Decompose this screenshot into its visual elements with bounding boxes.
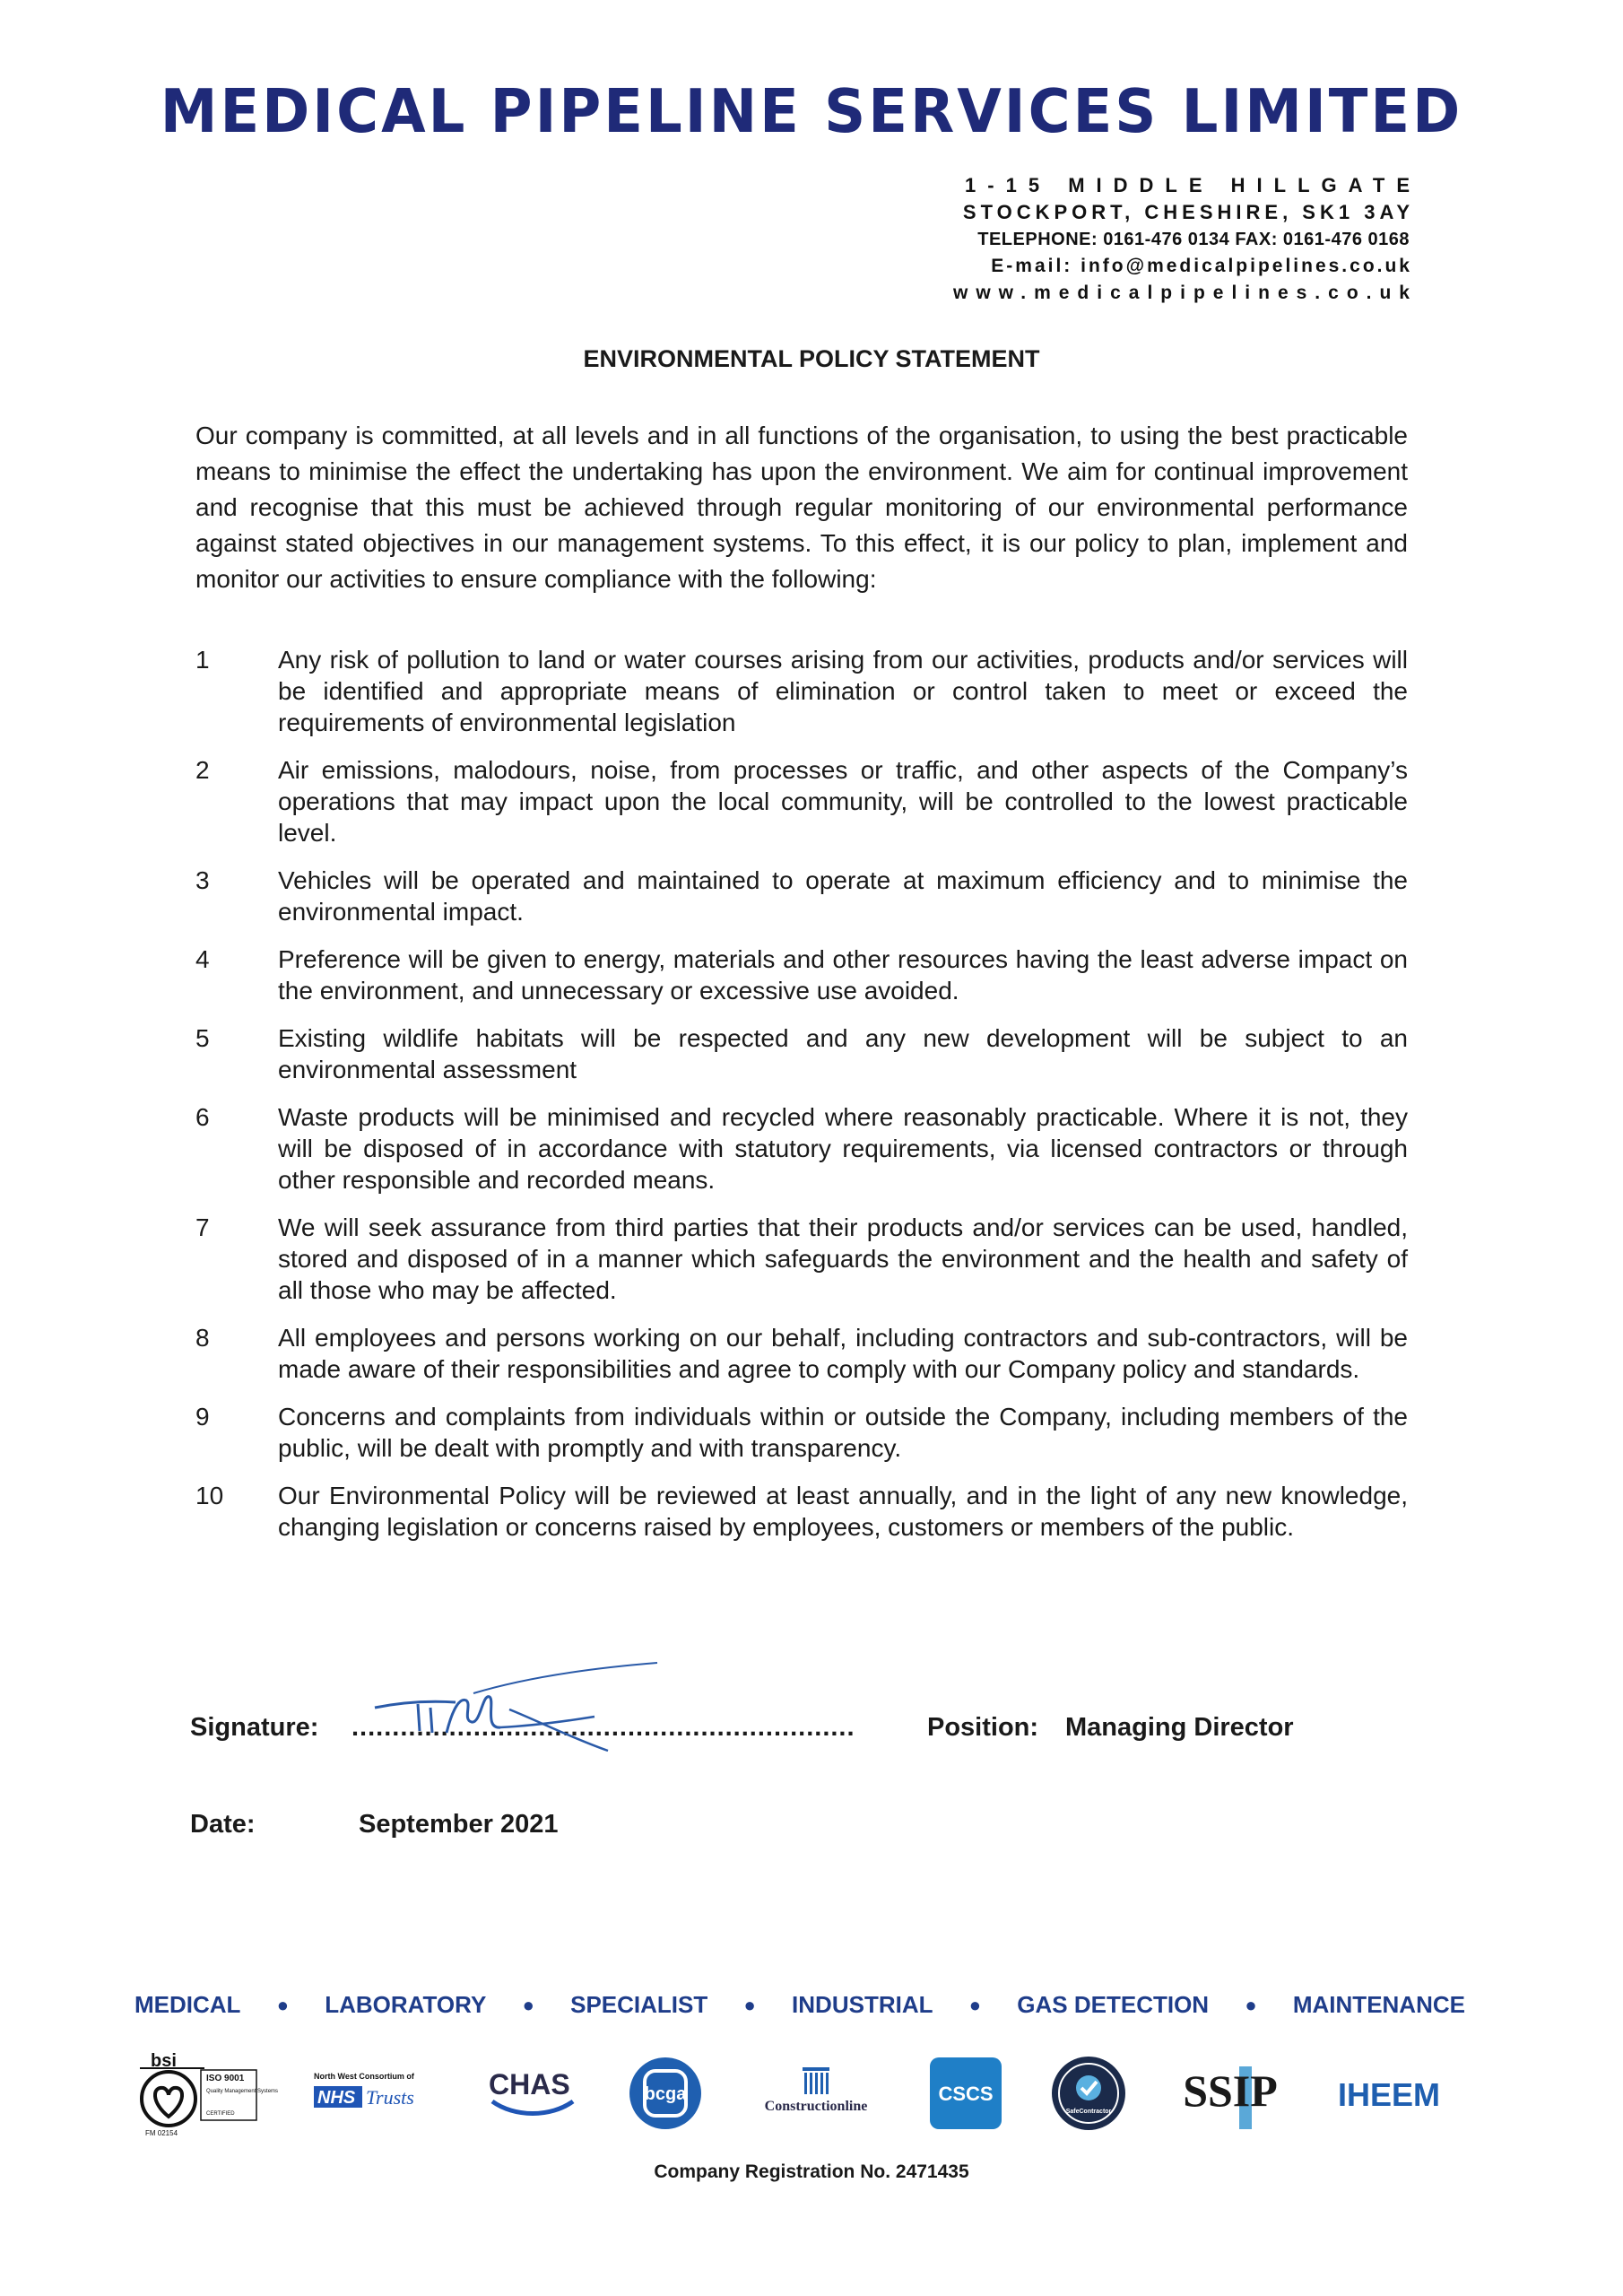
service-laboratory: LABORATORY bbox=[325, 1991, 487, 2018]
policy-item-number: 5 bbox=[195, 1024, 210, 1052]
trusts-logo-text: Trusts bbox=[366, 2086, 415, 2109]
service-specialist: SPECIALIST bbox=[570, 1991, 708, 2018]
services-strip bbox=[135, 1991, 1465, 2019]
chas-logo bbox=[483, 2062, 582, 2125]
constructionline-logo bbox=[749, 2062, 883, 2125]
service-maintenance: MAINTENANCE bbox=[1292, 1991, 1465, 2018]
cscs-logo bbox=[928, 2056, 1003, 2131]
cscs-logo-text: CSCS bbox=[938, 2083, 994, 2105]
policy-item-number: 9 bbox=[195, 1403, 210, 1431]
policy-item bbox=[195, 865, 1408, 927]
policy-item-number: 2 bbox=[195, 756, 210, 784]
policy-item-number: 4 bbox=[195, 945, 210, 973]
policy-item-text: Air emissions, malodours, noise, from processes or traffic, and other aspects of the Company’s operations that may impact upon the local community, will be controlled to the lowest practicable level. bbox=[278, 756, 1408, 847]
policy-item-number: 1 bbox=[195, 646, 210, 674]
safecontractor-logo-text: SafeContractor bbox=[1065, 2109, 1111, 2115]
date-label: Date: bbox=[190, 1810, 256, 1839]
signature-line: .............................................................. bbox=[352, 1713, 855, 1742]
policy-item-number: 3 bbox=[195, 866, 210, 894]
policy-item-text: Vehicles will be operated and maintained to operate at maximum efficiency and to minimise the environmental impact. bbox=[278, 866, 1408, 926]
bcga-logo bbox=[627, 2055, 704, 2132]
policy-item-text: Existing wildlife habitats will be respected and any new development will be subject to an environmental assessment bbox=[278, 1024, 1408, 1083]
safecontractor-logo bbox=[1049, 2054, 1128, 2133]
policy-item bbox=[195, 1101, 1408, 1196]
service-medical: MEDICAL bbox=[135, 1991, 241, 2018]
position-label: Position: bbox=[927, 1713, 1039, 1742]
policy-item-text: All employees and persons working on our behalf, including contractors and sub-contractors, will be made aware of their responsibilities and agree to comply with our Company policy and standards. bbox=[278, 1324, 1408, 1383]
ssip-logo bbox=[1173, 2056, 1289, 2131]
iso-certified-text: CERTIFIED bbox=[206, 2111, 235, 2117]
ssip-logo-text: SSIP bbox=[1182, 2066, 1278, 2116]
policy-item-text: We will seek assurance from third parties that their products and/or services can be used, handled, stored and disposed of in a manner which safeguards the environment and the health and safety of all those who may be affected. bbox=[278, 1213, 1408, 1304]
email: E-mail: info@medicalpipelines.co.uk bbox=[991, 256, 1412, 276]
policy-item bbox=[195, 1322, 1408, 1385]
policy-item-text: Waste products will be minimised and recycled where reasonably practicable. Where it is not, they will be disposed of in accordance with statutory requirements, via licensed contractors or through other responsible and recorded means. bbox=[278, 1103, 1408, 1194]
date-value: September 2021 bbox=[359, 1810, 559, 1839]
policy-item bbox=[195, 754, 1408, 848]
company-name: MEDICAL PIPELINE SERVICES LIMITED bbox=[160, 77, 1463, 147]
constructionline-logo-text: Constructionline bbox=[764, 2099, 868, 2114]
phone-fax: TELEPHONE: 0161-476 0134 FAX: 0161-476 0168 bbox=[977, 230, 1410, 249]
nhs-consortium-text: North West Consortium of bbox=[314, 2072, 415, 2081]
iheem-logo-text: IHEEM bbox=[1338, 2076, 1441, 2113]
intro-paragraph: Our company is committed, at all levels and in all functions of the organisation, to using the best practicable means to minimise the effect the undertaking has upon the environment. We aim for continual improvement and recognise that this must be achieved through regular monitoring of our environmental performance against stated objectives in our management systems. To this effect, it is our policy to plan, implement and monitor our activities to ensure compliance with the following: bbox=[195, 422, 1408, 593]
signature-label: Signature: bbox=[190, 1713, 319, 1742]
bcga-logo-text: bcga bbox=[644, 2084, 687, 2104]
policy-item-text: Concerns and complaints from individuals within or outside the Company, including members of the public, will be dealt with promptly and with transparency. bbox=[278, 1403, 1408, 1462]
handwritten-signature bbox=[366, 1657, 662, 1756]
bullet-icon: ● bbox=[276, 1993, 289, 2016]
address-line-2: STOCKPORT, CHESHIRE, SK1 3AY bbox=[962, 201, 1414, 223]
address-line-1: 1-15 MIDDLE HILLGATE bbox=[965, 174, 1421, 196]
iheem-logo bbox=[1334, 2066, 1469, 2120]
nhs-logo-text: NHS bbox=[317, 2088, 356, 2108]
fm-number-text: FM 02154 bbox=[145, 2129, 178, 2137]
bullet-icon: ● bbox=[968, 1993, 982, 2016]
bullet-icon: ● bbox=[1245, 1993, 1257, 2016]
policy-item-number: 10 bbox=[195, 1482, 224, 1509]
chas-logo-text: CHAS bbox=[488, 2068, 570, 2100]
policy-item-number: 8 bbox=[195, 1324, 210, 1352]
service-industrial: INDUSTRIAL bbox=[792, 1991, 933, 2018]
policy-item-text: Preference will be given to energy, materials and other resources having the least adverse impact on the environment, and unnecessary or excessive use avoided. bbox=[278, 945, 1408, 1004]
policy-item-text: Our Environmental Policy will be reviewed at least annually, and in the light of any new knowledge, changing legislation or concerns raised by employees, customers or members of the public. bbox=[278, 1482, 1408, 1541]
company-address-block bbox=[953, 172, 1421, 307]
accreditation-logos bbox=[133, 2048, 1469, 2138]
policy-item-number: 7 bbox=[195, 1213, 210, 1241]
policy-item bbox=[195, 644, 1408, 738]
policy-item bbox=[195, 1022, 1408, 1085]
document-title: ENVIRONMENTAL POLICY STATEMENT bbox=[583, 345, 1040, 372]
iso-scope-text: Quality Management Systems bbox=[206, 2089, 279, 2094]
policy-item bbox=[195, 1212, 1408, 1306]
policy-item bbox=[195, 944, 1408, 1006]
bsi-iso9001-logo bbox=[133, 2048, 279, 2138]
website: www.medicalpipelines.co.uk bbox=[953, 283, 1418, 303]
company-registration: Company Registration No. 2471435 bbox=[654, 2161, 969, 2182]
policy-item bbox=[195, 1401, 1408, 1464]
service-gas-detection: GAS DETECTION bbox=[1017, 1991, 1210, 2018]
policy-item bbox=[195, 1480, 1408, 1543]
bsi-logo-text: bsi bbox=[151, 2051, 177, 2071]
nhs-trusts-logo bbox=[312, 2066, 438, 2120]
policy-item-number: 6 bbox=[195, 1103, 210, 1131]
bullet-icon: ● bbox=[743, 1993, 756, 2016]
bullet-icon: ● bbox=[522, 1993, 534, 2016]
policy-item-text: Any risk of pollution to land or water courses arising from our activities, products and/or services will be identified and appropriate means of elimination or control taken to meet or exceed the requirements of environmental legislation bbox=[278, 646, 1408, 736]
position-value: Managing Director bbox=[1065, 1713, 1294, 1742]
policy-list bbox=[195, 644, 1408, 1559]
iso-logo-text: ISO 9001 bbox=[206, 2074, 245, 2083]
